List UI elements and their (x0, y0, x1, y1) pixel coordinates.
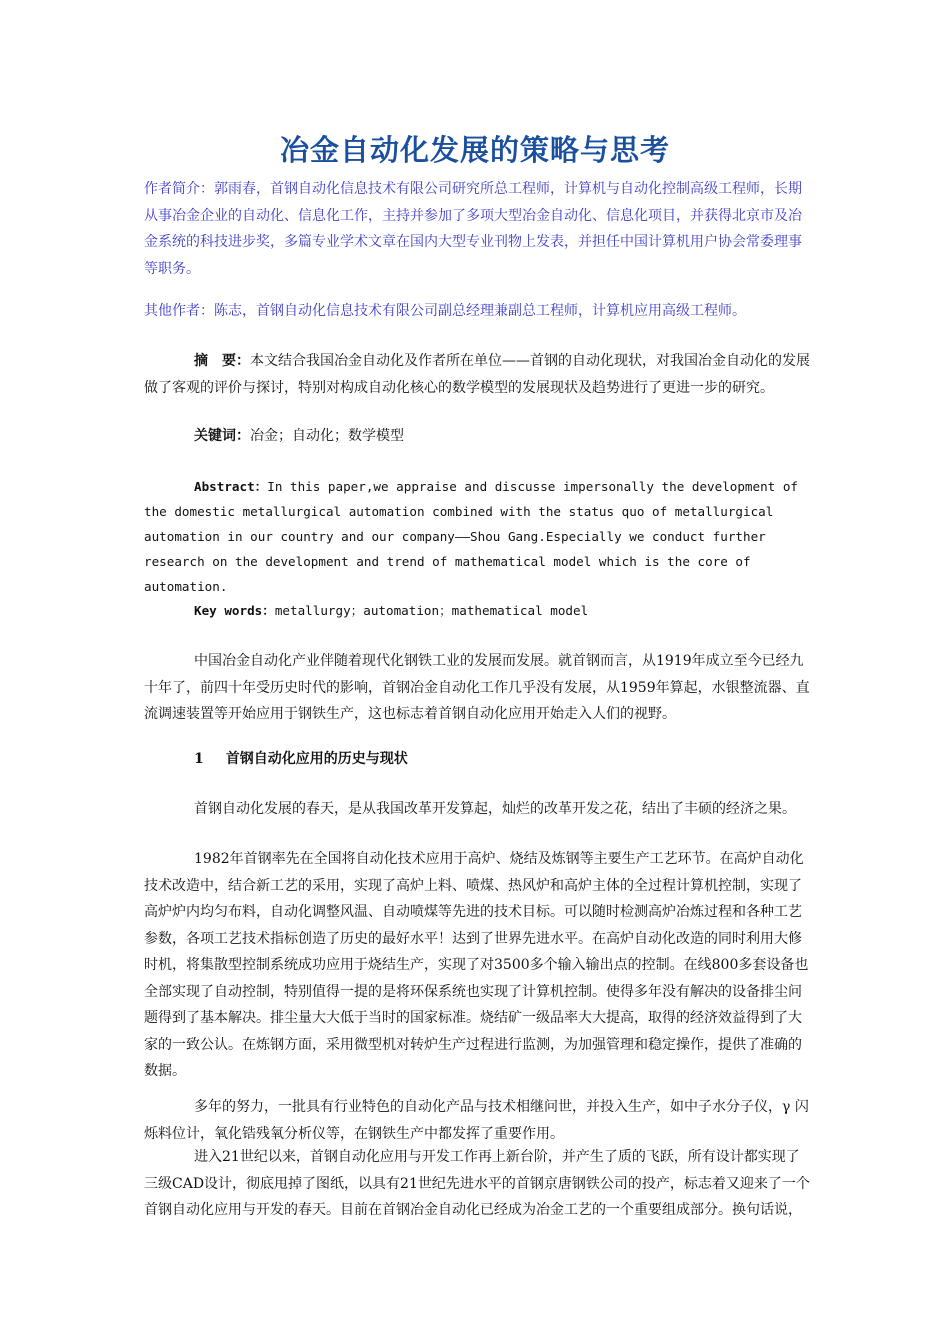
paragraph-1982: 1982年首钢率先在全国将自动化技术应用于高炉、烧结及炼钢等主要生产工艺环节。在高炉自动化技术改造中，结合新工艺的采用，实现了高炉上料、喷煤、热风炉和高炉主体的全过程计算机控制，实现了高炉炉内均匀布料，自动化调整风温、自动喷煤等先进的技术目标。可以随时检测高炉冶炼过程和各种工艺参数，各项工艺技术指标创造了历史的最好水平！达到了世界先进水平。在高炉自动化改造的同时利用大修时机，将集散型控制系统成功应用于烧结生产，实现了对3500多个输入输出点的控制。在线800多套设备也全部实现了自动控制，特别值得一提的是将环保系统也实现了计算机控制。使得多年没有解决的设备排尘问题得到了基本解决。排尘量大大低于当时的国家标准。烧结矿一级品率大大提高，取得的经济效益得到了大家的一致公认。在炼钢方面，采用微型机对转炉生产过程进行监测，为加强管理和稳定操作，提供了准确的数据。 (144, 851, 809, 1079)
paragraph-years: 多年的努力，一批具有行业特色的自动化产品与技术相继问世，并投入生产，如中子水分子仪，γ 闪烁料位计，氧化锆残氧分析仪等，在钢铁生产中都发挥了重要作用。 (144, 1099, 809, 1142)
abstract-en-label: Abstract： (194, 479, 268, 494)
other-author: 其他作者：陈志，首钢自动化信息技术有限公司副总经理兼副总工程师，计算机应用高级工程师。 (144, 303, 746, 319)
paragraph-21st-century: 进入21世纪以来，首钢自动化应用与开发工作再上新台阶，并产生了质的飞跃，所有设计都实现了三级CAD设计，彻底甩掉了图纸，以具有21世纪先进水平的首钢京唐钢铁公司的投产，标志着又迎来了一个首钢自动化应用与开发的春天。目前在首钢冶金自动化已经成为冶金工艺的一个重要组成部分。换句话说， (144, 1149, 810, 1218)
paragraph-spring: 首钢自动化发展的春天，是从我国改革开发算起，灿烂的改革开发之花，结出了丰硕的经济之果。 (194, 801, 796, 817)
keywords-en-text: metallurgy；automation；mathematical model (274, 603, 589, 618)
abstract-cn (144, 348, 810, 401)
keywords-cn-label: 关键词： (194, 428, 250, 444)
keywords-en (194, 598, 860, 623)
keywords-cn-text: 冶金；自动化；数学模型 (250, 428, 404, 444)
page-title: 冶金自动化发展的策略与思考 (279, 133, 670, 167)
abstract-en-text: In this paper,we appraise and discusse impersonally the development of the domestic metallurgical automation combined with the status quo of metallurgical automation in our country and our company——Shou Gang.Especially we conduct further research on the development and trend of mathematical model which is the core of automation. (144, 479, 799, 594)
intro-paragraph: 中国冶金自动化产业伴随着现代化钢铁工业的发展而发展。就首钢而言，从1919年成立至今已经九十年了，前四十年受历史时代的影响，首钢冶金自动化工作几乎没有发展，从1959年算起，水银整流器、直流调速装置等开始应用于钢铁生产，这也标志着首钢自动化应用开始走入人们的视野。 (144, 653, 810, 722)
section-1-title: 首钢自动化应用的历史与现状 (225, 751, 408, 767)
section-1-number: 1 (194, 751, 204, 767)
abstract-cn-label: 摘 要： (194, 353, 250, 369)
abstract-en (144, 474, 810, 599)
author-bio: 作者简介：郭雨春，首钢自动化信息技术有限公司研究所总工程师，计算机与自动化控制高级工程师，长期从事冶金企业的自动化、信息化工作，主持并参加了多项大型冶金自动化、信息化项目，并获得北京市及冶金系统的科技进步奖，多篇专业学术文章在国内大型专业刊物上发表，并担任中国计算机用户协会常委理事等职务。 (144, 181, 802, 277)
abstract-cn-text: 本文结合我国冶金自动化及作者所在单位——首钢的自动化现状，对我国冶金自动化的发展做了客观的评价与探讨，特别对构成自动化核心的数学模型的发展现状及趋势进行了更进一步的研究。 (144, 353, 810, 396)
keywords-en-label: Key words： (194, 603, 275, 618)
section-1-heading (194, 746, 860, 773)
keywords-cn (194, 423, 860, 450)
